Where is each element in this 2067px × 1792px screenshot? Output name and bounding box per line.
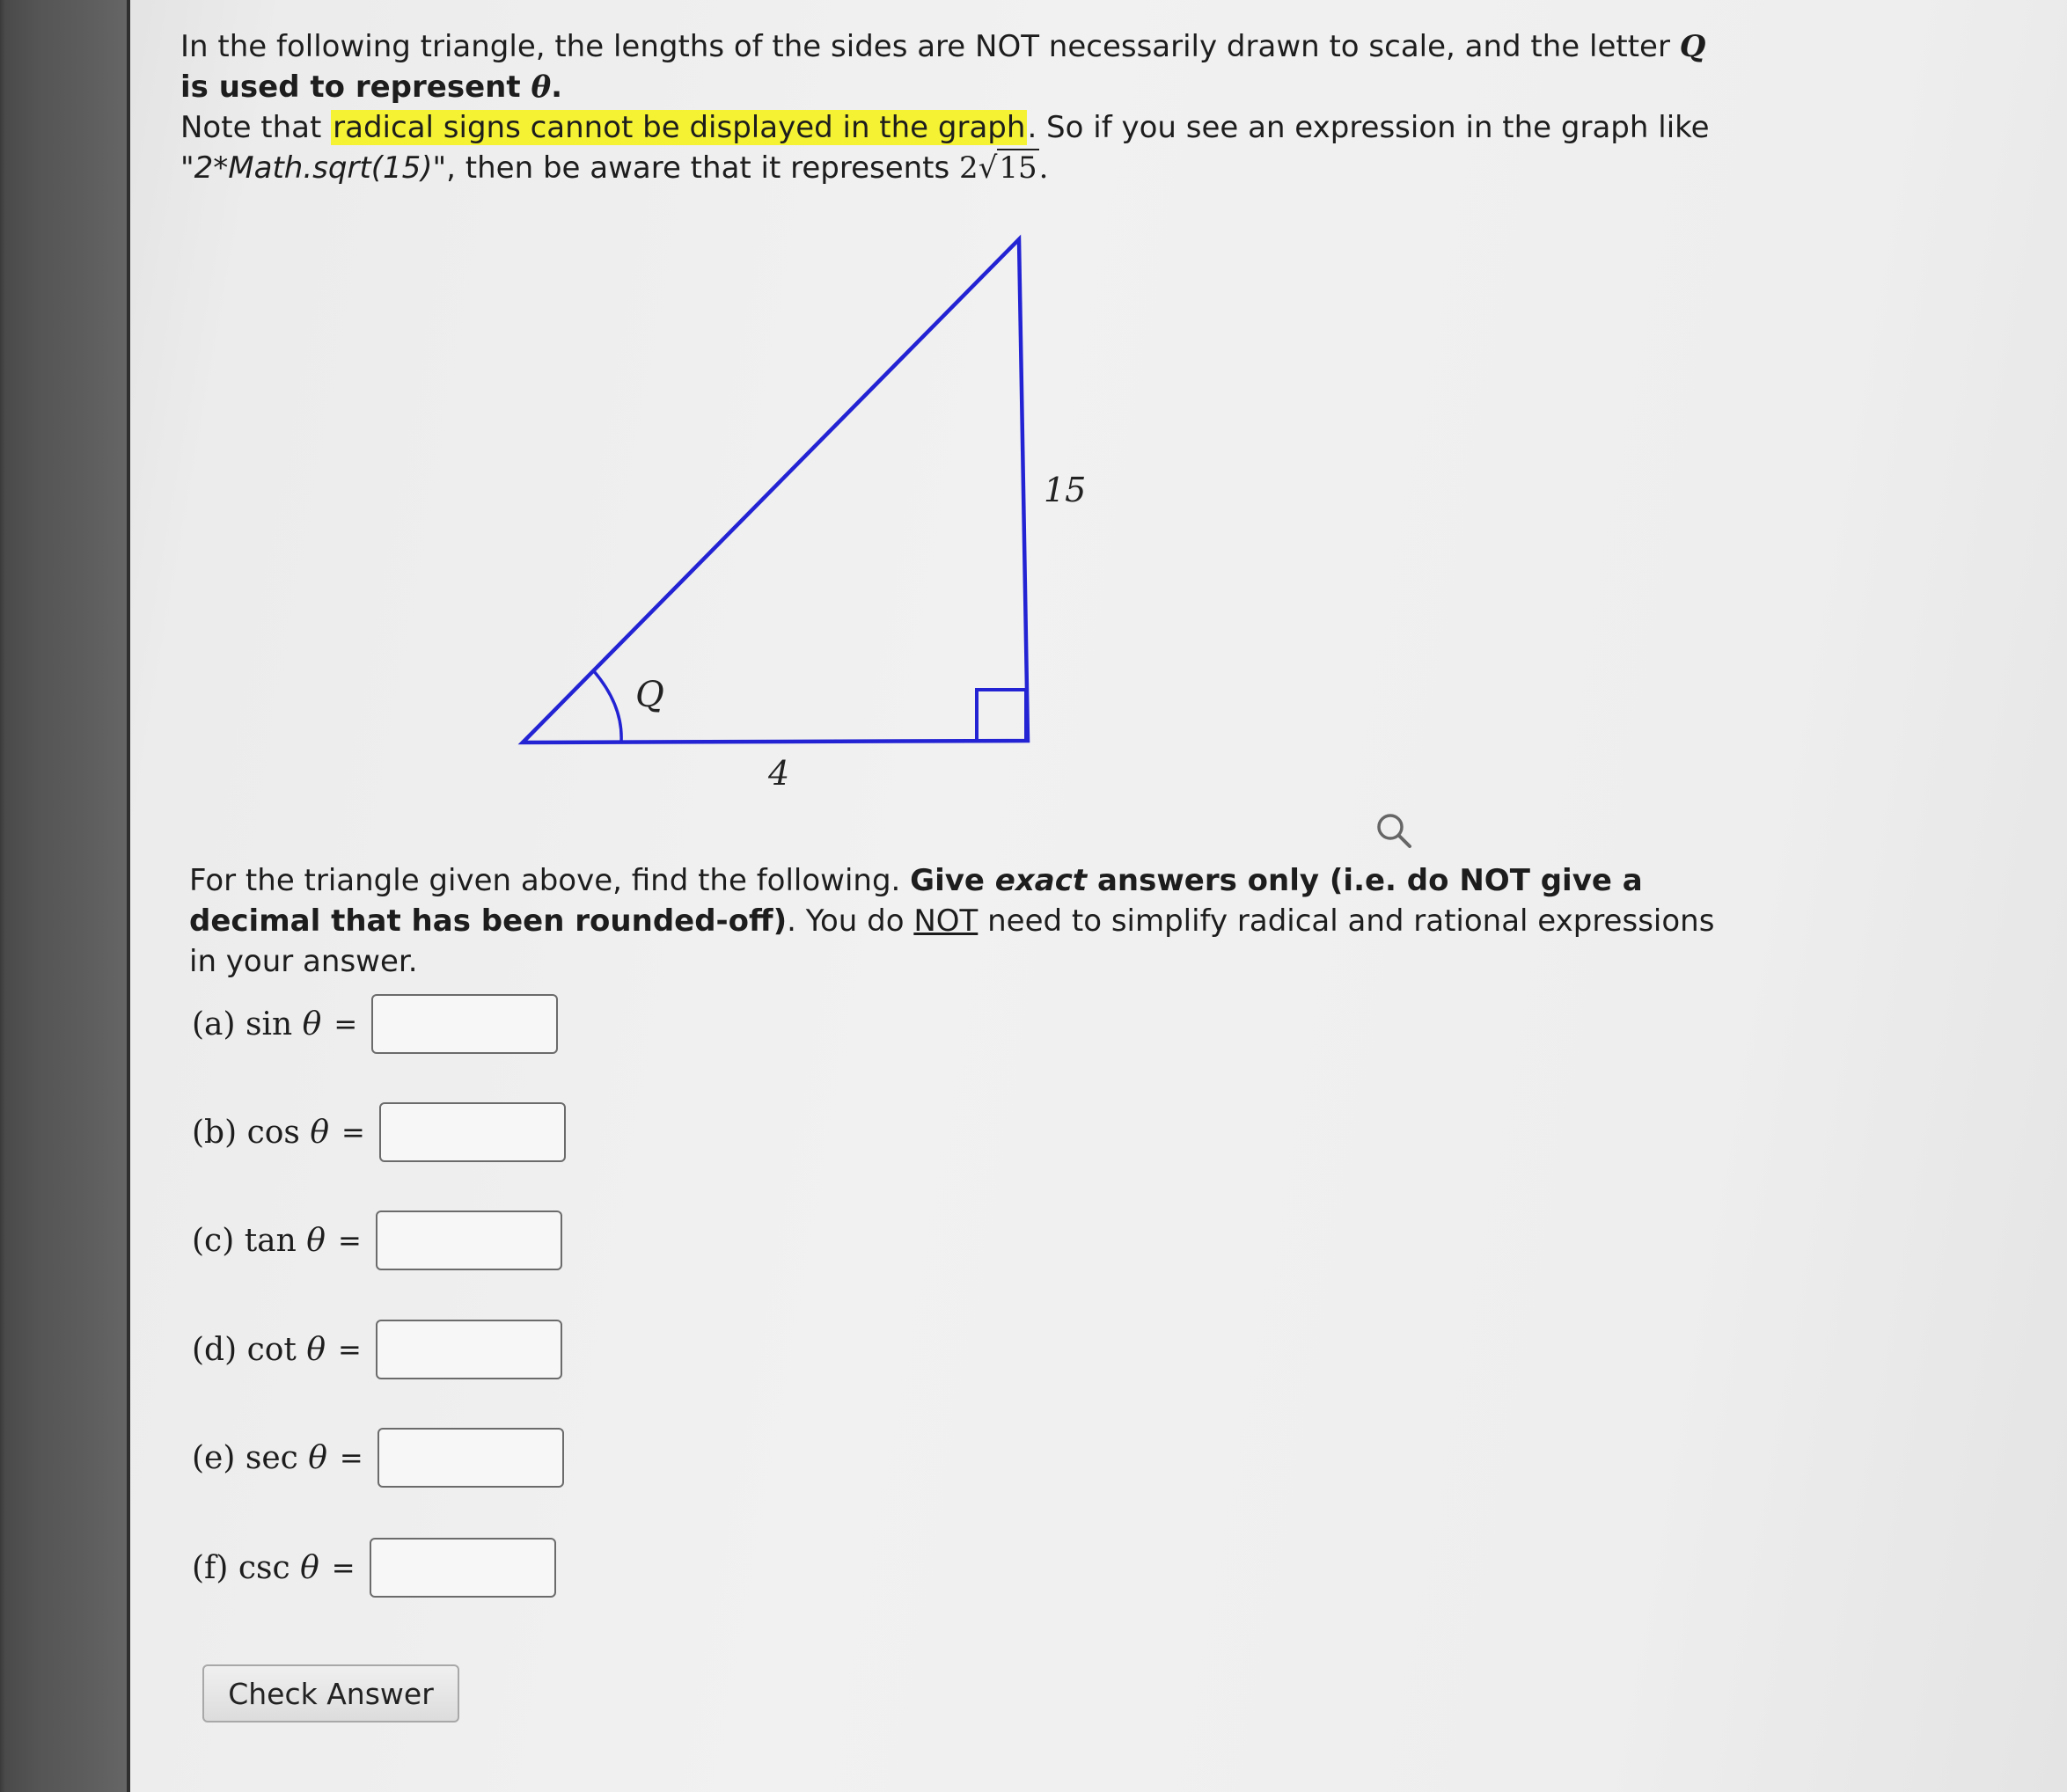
q-letter: Q bbox=[1679, 29, 1706, 64]
example-text: , then be aware that it represents bbox=[446, 150, 960, 186]
screen-bezel bbox=[0, 0, 130, 1792]
cos-answer-input[interactable] bbox=[379, 1102, 566, 1162]
intro-text: In the following triangle, the lengths of the sides are NOT necessarily drawn to scale, and the letter bbox=[180, 29, 1680, 64]
question-label: (a) sin θ bbox=[192, 1006, 322, 1042]
right-triangle-diagram bbox=[493, 220, 1126, 801]
sin-answer-input[interactable] bbox=[371, 994, 558, 1054]
triangle-outline bbox=[523, 239, 1028, 742]
check-answer-button[interactable]: Check Answer bbox=[202, 1664, 459, 1723]
right-angle-marker bbox=[977, 690, 1026, 741]
adjacent-side-label: 4 bbox=[768, 754, 790, 793]
question-tan bbox=[192, 1205, 562, 1276]
note-text-2: . So if you see an expression in the graph like bbox=[1027, 110, 1710, 145]
intro-text-bold: is used to represent bbox=[180, 69, 531, 105]
example-radicand: 15 bbox=[999, 150, 1037, 186]
equals-sign: = bbox=[334, 1007, 358, 1041]
equals-sign: = bbox=[341, 1115, 365, 1149]
question-label: (e) sec θ bbox=[192, 1439, 327, 1476]
question-cos bbox=[192, 1097, 566, 1167]
theta-symbol: θ bbox=[531, 69, 552, 105]
equals-sign: = bbox=[337, 1224, 362, 1257]
instructions bbox=[189, 860, 1738, 982]
question-sec bbox=[192, 1423, 564, 1493]
tan-answer-input[interactable] bbox=[376, 1211, 562, 1270]
instructions-bold: Give bbox=[910, 863, 995, 898]
note-paragraph bbox=[180, 107, 1712, 188]
example-code: "2*Math.sqrt(15)" bbox=[180, 150, 447, 186]
equals-sign: = bbox=[338, 1333, 362, 1366]
instructions-bold-italic: exact bbox=[994, 863, 1088, 898]
instructions-underlined: NOT bbox=[913, 903, 979, 939]
example-coefficient: 2 bbox=[959, 150, 979, 186]
cot-answer-input[interactable] bbox=[376, 1320, 562, 1379]
intro-paragraph bbox=[180, 26, 1712, 107]
problem-intro bbox=[180, 26, 1712, 188]
angle-label: Q bbox=[635, 675, 664, 715]
opposite-side-label: 15 bbox=[1044, 471, 1087, 509]
question-cot bbox=[192, 1314, 562, 1385]
instructions-text: For the triangle given above, find the following. bbox=[189, 863, 911, 898]
question-label: (f) csc θ bbox=[192, 1549, 319, 1586]
instructions-bold-2: answers only (i.e. do NOT give a decimal that has been rounded-off) bbox=[189, 863, 1643, 939]
note-text: Note that bbox=[180, 110, 332, 145]
question-label: (b) cos θ bbox=[192, 1114, 330, 1151]
question-csc bbox=[192, 1532, 556, 1603]
instructions-text-2: . You do bbox=[787, 903, 914, 939]
question-label: (d) cot θ bbox=[192, 1331, 326, 1368]
csc-answer-input[interactable] bbox=[370, 1538, 556, 1598]
angle-arc bbox=[594, 671, 621, 742]
magnifier-icon[interactable] bbox=[1373, 809, 1417, 853]
equals-sign: = bbox=[331, 1551, 355, 1584]
intro-period: . bbox=[551, 69, 563, 105]
note-highlight: radical signs cannot be displayed in the graph bbox=[333, 110, 1026, 145]
instructions-text-3: need to simplify radical and rational expressions in your answer. bbox=[189, 903, 1715, 979]
question-sin bbox=[192, 989, 558, 1059]
instructions-paragraph bbox=[189, 860, 1738, 982]
equals-sign: = bbox=[339, 1441, 363, 1474]
question-label: (c) tan θ bbox=[192, 1222, 326, 1259]
sec-answer-input[interactable] bbox=[377, 1428, 564, 1488]
radical-icon: √ bbox=[978, 150, 998, 186]
example-period: . bbox=[1038, 150, 1049, 186]
